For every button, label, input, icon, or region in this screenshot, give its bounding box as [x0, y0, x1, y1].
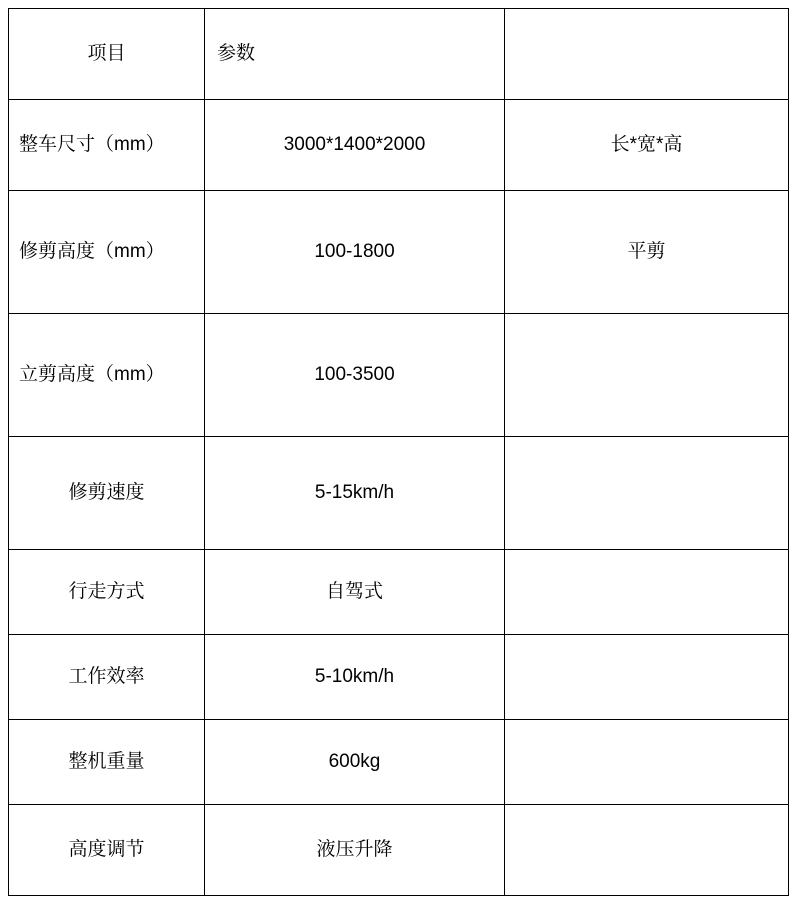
table-cell-note	[505, 635, 789, 720]
table-row	[9, 100, 789, 191]
table-cell-parameter-header: 参数	[205, 9, 505, 100]
table-cell-note	[505, 314, 789, 437]
table-cell-label: 行走方式	[9, 550, 205, 635]
table-row	[9, 805, 789, 896]
table-row	[9, 437, 789, 550]
table-row	[9, 635, 789, 720]
table-cell-note	[505, 437, 789, 550]
table-row	[9, 191, 789, 314]
table-row	[9, 314, 789, 437]
table-cell-note	[505, 720, 789, 805]
table-cell-label: 整机重量	[9, 720, 205, 805]
table-row	[9, 550, 789, 635]
table-cell-label: 修剪高度（mm）	[9, 191, 205, 314]
table-cell-value: 5-10km/h	[205, 635, 505, 720]
table-cell-label: 工作效率	[9, 635, 205, 720]
table-cell-value: 100-3500	[205, 314, 505, 437]
table-cell-label: 立剪高度（mm）	[9, 314, 205, 437]
table-cell-label: 整车尺寸（mm）	[9, 100, 205, 191]
table-cell-value: 自驾式	[205, 550, 505, 635]
table-cell-value: 液压升降	[205, 805, 505, 896]
table-cell-label: 修剪速度	[9, 437, 205, 550]
table-row	[9, 720, 789, 805]
table-cell-value: 3000*1400*2000	[205, 100, 505, 191]
table-cell-note-header	[505, 9, 789, 100]
table-cell-label: 高度调节	[9, 805, 205, 896]
table-cell-note	[505, 805, 789, 896]
table-cell-item-header: 项目	[9, 9, 205, 100]
table-cell-note	[505, 550, 789, 635]
table-cell-value: 600kg	[205, 720, 505, 805]
table-cell-note: 平剪	[505, 191, 789, 314]
specification-table	[8, 8, 789, 896]
table-cell-note: 长*宽*高	[505, 100, 789, 191]
table-row	[9, 9, 789, 100]
table-cell-value: 5-15km/h	[205, 437, 505, 550]
table-cell-value: 100-1800	[205, 191, 505, 314]
